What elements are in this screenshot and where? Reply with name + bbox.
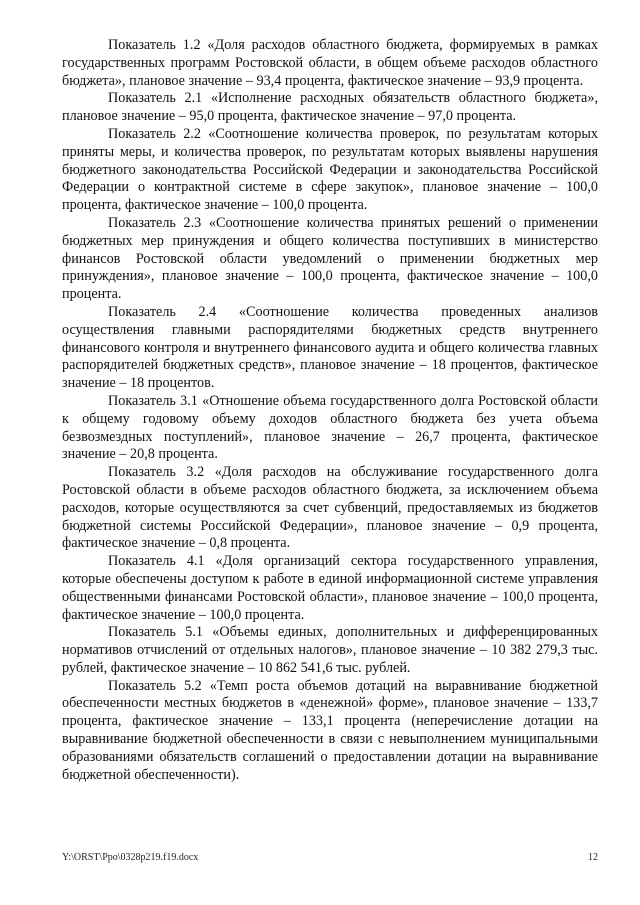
paragraph-indicator-2-1: Показатель 2.1 «Исполнение расходных обязательств областного бюджета», плановое значение – 95,0 процента, фактическое значение – 97,0 процента.: [62, 90, 598, 125]
footer-file-path: Y:\ORST\Ppo\0328p219.f19.docx: [62, 852, 199, 863]
paragraph-indicator-3-1: Показатель 3.1 «Отношение объема государственного долга Ростовской области к общему годовому объему доходов областного бюджета без учета объема безвозмездных поступлений», плановое значение – 26,7 процента, фактическое значение – 20,8 процента.: [62, 392, 598, 463]
paragraph-indicator-3-2: Показатель 3.2 «Доля расходов на обслуживание государственного долга Ростовской области в объеме расходов областного бюджета, за исключением объема расходов, которые осуществляются за счет субвенций, предоставляемых из бюджетов бюджетной системы Российской Федерации», плановое значение – 0,9 процента, фактическое значение – 0,8 процента.: [62, 464, 598, 552]
paragraph-indicator-4-1: Показатель 4.1 «Доля организаций сектора государственного управления, которые обеспечены доступом к работе в единой информационной системе управления общественными финансами Ростовской области», плановое значение – 100,0 процента, фактическое значение – 100,0 процента.: [62, 553, 598, 623]
paragraph-indicator-5-1: Показатель 5.1 «Объемы единых, дополнительных и дифференцированных нормативов отчислений от отдельных налогов», плановое значение – 10 382 279,3 тыс. рублей, фактическое значение – 10 862 541,6 тыс. рублей.: [62, 624, 598, 676]
page-number: 12: [588, 852, 598, 863]
paragraph-indicator-2-3: Показатель 2.3 «Соотношение количества принятых решений о применении бюджетных мер принуждения и общего количества поступивших в министерство финансов Ростовской области уведомлений о применении бюджетных мер принуждения», плановое значение – 100,0 процента, фактическое значение – 100,0 процента.: [62, 214, 598, 303]
paragraph-indicator-2-4: Показатель 2.4 «Соотношение количества проведенных анализов осуществления главными распорядителями бюджетных средств внутреннего финансового контроля и внутреннего финансового аудита и общего количества главных распорядителей бюджетных средств», плановое значение – 18 процентов, фактическое значение – 18 процентов.: [62, 303, 598, 392]
paragraph-indicator-5-2: Показатель 5.2 «Темп роста объемов дотаций на выравнивание бюджетной обеспеченности местных бюджетов в «денежной» форме», плановое значение – 133,7 процента, фактическое значение – 133,1 процента (неперечисление дотации на выравнивание бюджетной обеспеченности в связи с невыполнением муниципальными образованиями обязательств соглашений о предоставлении дотации на выравнивание бюджетной обеспеченности).: [62, 677, 598, 783]
document-body: [62, 37, 598, 784]
paragraph-indicator-2-2: Показатель 2.2 «Соотношение количества проверок, по результатам которых приняты меры, и количества проверок, по результатам которых выявлены нарушения бюджетного законодательства Российской Федерации и законодательства Российской Федерации о контрактной системе в сфере закупок», плановое значение – 100,0 процента, фактическое значение – 100,0 процента.: [62, 125, 598, 214]
paragraph-indicator-1-2: Показатель 1.2 «Доля расходов областного бюджета, формируемых в рамках государственных программ Ростовской области, в общем объеме расходов областного бюджета», плановое значение – 93,4 процента, фактическое значение – 93,9 процента.: [62, 37, 598, 89]
